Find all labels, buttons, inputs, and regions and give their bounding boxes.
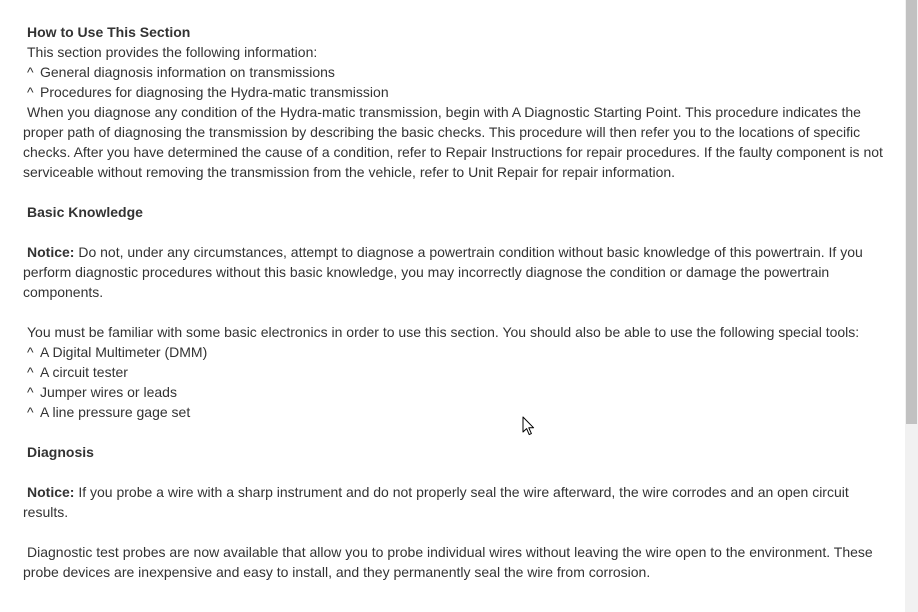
vertical-scrollbar-track[interactable] xyxy=(905,0,918,612)
list-item-text: A line pressure gage set xyxy=(40,404,191,420)
bullet-marker: ^ xyxy=(27,84,34,100)
list-item xyxy=(23,382,891,402)
spacer xyxy=(23,422,891,442)
list-item xyxy=(23,362,891,382)
list-item xyxy=(23,342,891,362)
section-heading-how-to-use: How to Use This Section xyxy=(27,24,191,40)
section-heading-basic-knowledge: Basic Knowledge xyxy=(27,204,143,220)
spacer xyxy=(23,462,891,482)
bullet-marker: ^ xyxy=(27,344,34,360)
list-item-text: Jumper wires or leads xyxy=(40,384,177,400)
list-item-text: Procedures for diagnosing the Hydra-matic transmission xyxy=(40,84,389,100)
spacer xyxy=(23,302,891,322)
notice-paragraph xyxy=(23,482,891,522)
notice-paragraph xyxy=(23,242,891,302)
notice-text: Do not, under any circumstances, attempt to diagnose a powertrain condition without basic knowledge of this powertrain. If you perform diagnostic procedures without this basic knowledge, you may incorrectly diagnose the condition or damage the powertrain components. xyxy=(23,244,863,300)
spacer xyxy=(23,522,891,542)
list-item-text: General diagnosis information on transmissions xyxy=(40,64,335,80)
bullet-marker: ^ xyxy=(27,404,34,420)
spacer xyxy=(23,222,891,242)
notice-label: Notice: xyxy=(27,484,75,500)
list-item-text: A Digital Multimeter (DMM) xyxy=(40,344,208,360)
section-heading-diagnosis: Diagnosis xyxy=(27,444,94,460)
notice-text: If you probe a wire with a sharp instrument and do not properly seal the wire afterward, the wire corrodes and an open circuit results. xyxy=(23,484,849,520)
bullet-marker: ^ xyxy=(27,364,34,380)
list-item-text: A circuit tester xyxy=(40,364,128,380)
section-intro: You must be familiar with some basic electronics in order to use this section. You should also be able to use the following special tools: xyxy=(27,324,860,340)
section-intro: This section provides the following information: xyxy=(27,44,318,60)
notice-label: Notice: xyxy=(27,244,75,260)
list-item xyxy=(23,402,891,422)
mouse-pointer-icon xyxy=(522,416,536,436)
vertical-scrollbar-thumb[interactable] xyxy=(906,0,917,424)
section-paragraph: When you diagnose any condition of the Hydra-matic transmission, begin with A Diagnostic Starting Point. This procedure indicates the proper path of diagnosing the transmission by describing the basic checks. This procedure will then refer you to the locations of specific checks. After you have determined the cause of a condition, refer to Repair Instructions for repair procedures. If the faulty component is not serviceable without removing the transmission from the vehicle, refer to Unit Repair for repair information. xyxy=(23,104,883,180)
section-paragraph: Diagnostic test probes are now available that allow you to probe individual wires without leaving the wire open to the environment. These probe devices are inexpensive and easy to install, and they permanently seal the wire from corrosion. xyxy=(23,544,873,580)
bullet-marker: ^ xyxy=(27,64,34,80)
document-body xyxy=(23,22,891,582)
list-item xyxy=(23,82,891,102)
spacer xyxy=(23,182,891,202)
list-item xyxy=(23,62,891,82)
bullet-marker: ^ xyxy=(27,384,34,400)
